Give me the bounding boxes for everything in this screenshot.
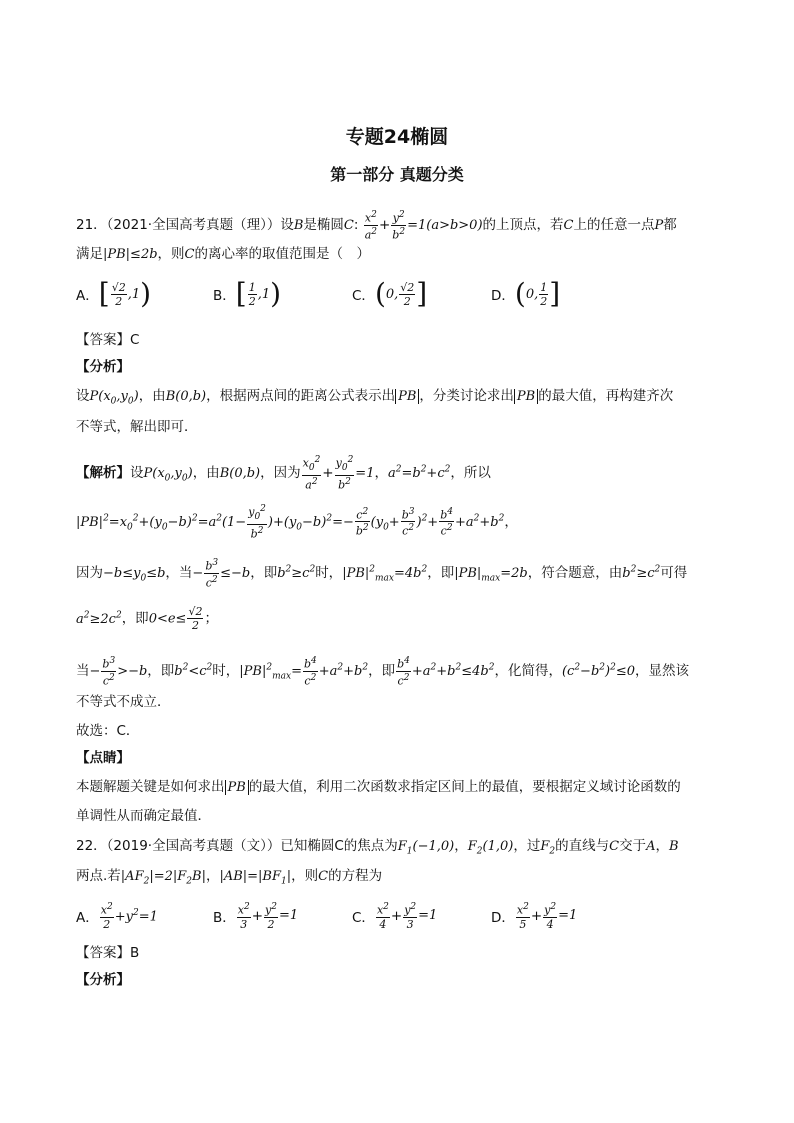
q22-option-a[interactable]: A． $\frac{x^2}{2}$ $+y^2=1$ [76,902,158,931]
q21-comment-line1: 本题解题关键是如何求出 PB 的最大值，利用二次函数求指定区间上的最值，要根据定义域讨论函数的 [76,779,681,795]
q21-option-d[interactable]: D． ( 0, $\frac{1}{2}$ ] [491,277,561,310]
q21-case2-line1: 当− $\frac{b^3}{c^2}$ >−b，即$b^2<c^2$时，$|PB|^2_{max}=$ $\frac{b^4}{c^2}$ $+a^2+b^2$，即 $\frac{b^4}{c^2}$ $+a^2+b^2\le 4b^2$，化简得，$(c^2-b^2)^2\le 0$，显然该 [76,656,689,688]
q21-answer: 【答案】C [76,332,140,348]
q22-stem-line2: 两点.若$|AF_2|=2|F_2B|$，$|AB|=|BF_1|$，则C的方程为 [76,868,383,887]
q21-option-b[interactable]: B． [ $\frac{1}{2}$ ,1 ) [213,277,282,310]
q21-stem-line1: 21．（2021·全国高考真题（理））设B是椭圆C: $\frac{x^2}{a^2}$ + $\frac{y^2}{b^2}$ =1(a>b>0)的上顶点，若C上的任意一点P都 [76,210,677,242]
section-subtitle: 第一部分 真题分类 [330,165,464,184]
q21-analysis-label: 【分析】 [76,359,130,375]
page-title: 专题24椭圆 [345,126,449,148]
q21-solution-line1: 【解析】设$P(x_0,y_0)$，由B(0,b)，因为 $\frac{x_0^2}{a^2}$ + $\frac{y_0^2}{b^2}$ =1，$a^2=b^2+c^2$，所以 [76,455,491,492]
q22-option-b[interactable]: B． $\frac{x^2}{3}$ + $\frac{y^2}{2}$ =1 [213,902,299,931]
q21-analysis-line1: 设$P(x_0,y_0)$，由B(0,b)，根据两点间的距离公式表示出 PB ，分类讨论求出 PB 的最大值，再构建齐次 [76,388,674,407]
q21-case1-line2: $a^2\ge 2c^2$，即0<e≤ $\frac{√2}{2}$ ； [76,605,218,632]
q21-stem-line2: 满足|PB|≤2b，则C的离心率的取值范围是（ ） [76,246,370,262]
q21-case1-line1: 因为$-b\le y_0\le b$，当− $\frac{b^3}{c^2}$ ≤−b，即$b^2\ge c^2$时，$|PB|^2_{max}=4b^2$，即$|PB|_{max}=2b$，符合题意，由$b^2\ge c^2$可得 [76,558,688,590]
q21-option-a[interactable]: A． [ $\frac{√2}{2}$ ,1 ) [76,277,152,310]
q22-option-c[interactable]: C． $\frac{x^2}{4}$ + $\frac{y^2}{3}$ =1 [352,902,438,931]
q21-case2-line2: 不等式不成立． [76,694,171,710]
q21-option-c[interactable]: C． ( 0, $\frac{√2}{2}$ ] [352,277,428,310]
q21-solution-formula: $|PB|^2=x_0^2+(y_0-b)^2=a^2(1-$ $\frac{y_0^2}{b^2}$ )$+(y_0-b)^2=-$ $\frac{c^2}{b^2}$ ($y_0+$ $\frac{b^3}{c^2}$ )$^2$+ $\frac{b^4}{c^2}$ $+a^2+b^2$， [76,504,518,541]
q21-comment-line2: 单调性从而确定最值． [76,808,211,824]
q22-stem-line1: 22．（2019·全国高考真题（文））已知椭圆C的焦点为$F_1(-1,0)$，$F_2(1,0)$，过$F_2$的直线与C交于A，B [76,838,679,857]
q22-answer: 【答案】B [76,945,140,961]
q21-analysis-line2: 不等式，解出即可． [76,419,198,435]
q22-analysis-label: 【分析】 [76,972,130,988]
q22-option-d[interactable]: D． $\frac{x^2}{5}$ + $\frac{y^2}{4}$ =1 [491,902,578,931]
q21-comment-label: 【点睛】 [76,750,130,766]
q21-choice: 故选：C． [76,723,140,739]
